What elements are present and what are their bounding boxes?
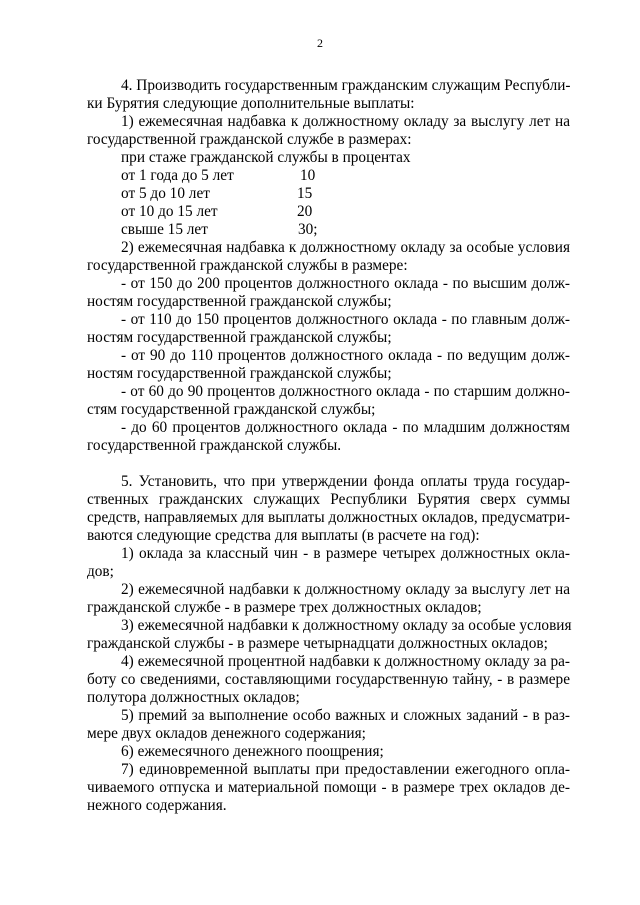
table-header: при стаже гражданской службы в процентах <box>121 149 411 166</box>
paragraph-line: - до 60 процентов должностного оклада - по младшим должностям <box>121 419 570 436</box>
page-number: 2 <box>317 36 323 50</box>
paragraph-line: стям государственной гражданской службы; <box>87 401 376 418</box>
paragraph-line: 1) оклада за классный чин - в размере четырех должностных окла- <box>121 545 570 562</box>
paragraph-line: 2) ежемесячной надбавки к должностному окладу за выслугу лет на <box>121 581 570 598</box>
paragraph-line: - от 60 до 90 процентов должностного оклада - по старшим должно- <box>121 383 570 400</box>
paragraph-line: 2) ежемесячная надбавка к должностному окладу за особые условия <box>121 239 570 256</box>
paragraph-line: 4. Производить государственным гражданским служащим Республи- <box>121 77 571 94</box>
paragraph-line: государственной гражданской службы в размере: <box>87 257 408 274</box>
paragraph-line: 6) ежемесячного денежного поощрения; <box>121 743 384 760</box>
paragraph-line: гражданской службы - в размере четырнадцати должностных окладов; <box>87 635 548 652</box>
table-row-range: от 1 года до 5 лет <box>121 167 234 184</box>
paragraph-line: 7) единовременной выплаты при предоставлении ежегодного опла- <box>121 761 570 778</box>
table-row-range: от 5 до 10 лет <box>121 185 210 202</box>
paragraph-line: 4) ежемесячной процентной надбавки к должностному окладу за ра- <box>121 653 570 670</box>
paragraph-line: полутора должностных окладов; <box>87 689 300 706</box>
paragraph-line: дов; <box>87 563 114 580</box>
table-row-range: от 10 до 15 лет <box>121 203 218 220</box>
paragraph-line: ваются следующие средства для выплаты (в расчете на год): <box>87 527 480 544</box>
table-row-percent: 20 <box>297 203 313 220</box>
table-row-percent: 15 <box>297 185 313 202</box>
paragraph-line: ки Бурятия следующие дополнительные выплаты: <box>87 95 415 112</box>
paragraph-line: - от 110 до 150 процентов должностного оклада - по главным долж- <box>121 311 570 328</box>
paragraph-line: ностям государственной гражданской службы; <box>87 365 392 382</box>
paragraph-line: ственных гражданских служащих Республики Бурятия сверх суммы <box>87 491 570 508</box>
paragraph-line: ностям государственной гражданской службы; <box>87 293 392 310</box>
paragraph-line: мере двух окладов денежного содержания; <box>87 725 366 742</box>
table-row-percent: 10 <box>300 167 316 184</box>
paragraph-line: 3) ежемесячной надбавки к должностному окладу за особые условия <box>121 617 572 634</box>
paragraph-line: государственной гражданской службе в размерах: <box>87 131 412 148</box>
table-row-percent: 30; <box>298 221 318 238</box>
table-row-range: свыше 15 лет <box>121 221 208 238</box>
paragraph-line: чиваемого отпуска и материальной помощи - в размере трех окладов де- <box>87 779 570 796</box>
paragraph-line: гражданской службе - в размере трех должностных окладов; <box>87 599 482 616</box>
paragraph-line: государственной гражданской службы. <box>87 437 342 454</box>
paragraph-line: боту со сведениями, составляющими государственную тайну, - в размере <box>87 671 570 688</box>
paragraph-line: 5) премий за выполнение особо важных и сложных заданий - в раз- <box>121 707 570 724</box>
paragraph-line: нежного содержания. <box>87 797 227 814</box>
paragraph-line: 1) ежемесячная надбавка к должностному окладу за выслугу лет на <box>121 113 570 130</box>
paragraph-line: ностям государственной гражданской службы; <box>87 329 392 346</box>
paragraph-line: 5. Установить, что при утверждении фонда оплаты труда государ- <box>121 473 570 490</box>
paragraph-line: - от 150 до 200 процентов должностного оклада - по высшим долж- <box>121 275 570 292</box>
paragraph-line: средств, направляемых для выплаты должностных окладов, предусматри- <box>87 509 570 526</box>
paragraph-line: - от 90 до 110 процентов должностного оклада - по ведущим долж- <box>121 347 570 364</box>
